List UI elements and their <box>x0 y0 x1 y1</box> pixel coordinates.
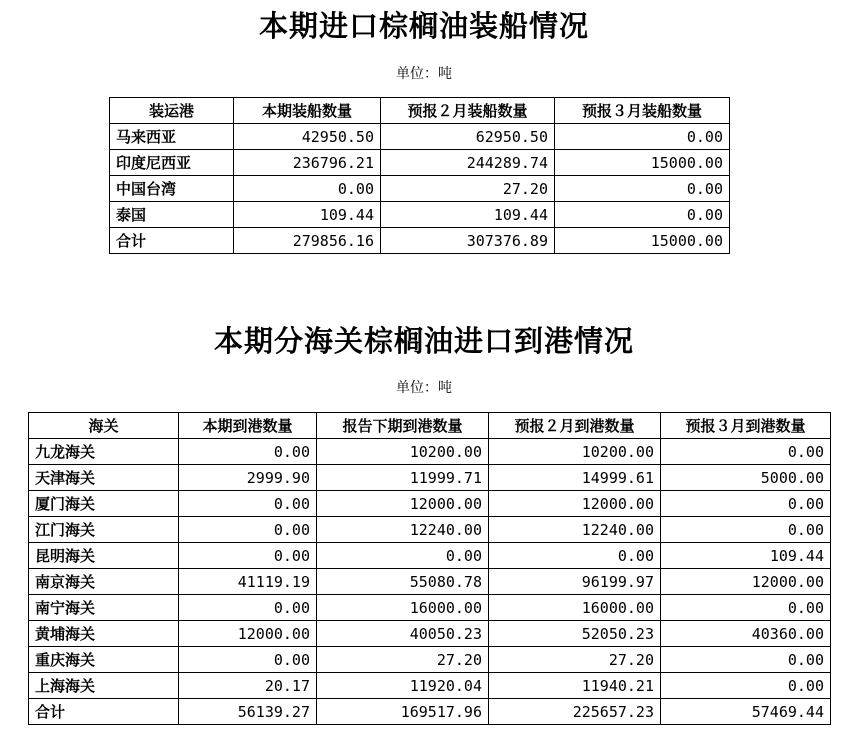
value-cell: 27.20 <box>381 176 555 202</box>
value-cell: 10200.00 <box>489 439 661 465</box>
column-header: 报告下期到港数量 <box>317 413 489 439</box>
column-header: 本期到港数量 <box>179 413 317 439</box>
column-header: 预报２月到港数量 <box>489 413 661 439</box>
table-row <box>29 491 831 517</box>
column-header: 预报３月装船数量 <box>555 98 730 124</box>
table-row <box>29 439 831 465</box>
value-cell: 0.00 <box>661 517 831 543</box>
table-row <box>29 621 831 647</box>
value-cell: 0.00 <box>179 543 317 569</box>
value-cell: 55080.78 <box>317 569 489 595</box>
value-cell: 11920.04 <box>317 673 489 699</box>
value-cell: 0.00 <box>317 543 489 569</box>
value-cell: 12000.00 <box>661 569 831 595</box>
row-label-cell: 南宁海关 <box>29 595 179 621</box>
value-cell: 27.20 <box>317 647 489 673</box>
value-cell: 236796.21 <box>234 150 381 176</box>
column-header: 装运港 <box>110 98 234 124</box>
value-cell: 40360.00 <box>661 621 831 647</box>
value-cell: 11999.71 <box>317 465 489 491</box>
value-cell: 15000.00 <box>555 150 730 176</box>
value-cell: 0.00 <box>555 176 730 202</box>
table-header-row <box>29 413 831 439</box>
column-header: 本期装船数量 <box>234 98 381 124</box>
column-header: 海关 <box>29 413 179 439</box>
value-cell: 0.00 <box>555 124 730 150</box>
row-label-cell: 印度尼西亚 <box>110 150 234 176</box>
shipment-table <box>109 97 730 254</box>
value-cell: 307376.89 <box>381 228 555 254</box>
value-cell: 20.17 <box>179 673 317 699</box>
arrival-title: 本期分海关棕榈油进口到港情况 <box>213 324 634 358</box>
value-cell: 0.00 <box>179 491 317 517</box>
value-cell: 0.00 <box>179 439 317 465</box>
row-label-cell: 合计 <box>110 228 234 254</box>
value-cell: 16000.00 <box>317 595 489 621</box>
value-cell: 0.00 <box>555 202 730 228</box>
row-label-cell: 上海海关 <box>29 673 179 699</box>
value-cell: 0.00 <box>179 595 317 621</box>
value-cell: 0.00 <box>179 517 317 543</box>
row-label-cell: 厦门海关 <box>29 491 179 517</box>
value-cell: 42950.50 <box>234 124 381 150</box>
value-cell: 62950.50 <box>381 124 555 150</box>
value-cell: 0.00 <box>661 595 831 621</box>
arrival-unit-label: 单位：吨 <box>396 380 452 396</box>
value-cell: 56139.27 <box>179 699 317 725</box>
value-cell: 57469.44 <box>661 699 831 725</box>
value-cell: 14999.61 <box>489 465 661 491</box>
table-row <box>29 569 831 595</box>
row-label-cell: 昆明海关 <box>29 543 179 569</box>
value-cell: 15000.00 <box>555 228 730 254</box>
value-cell: 27.20 <box>489 647 661 673</box>
value-cell: 41119.19 <box>179 569 317 595</box>
table-row <box>110 176 730 202</box>
row-label-cell: 天津海关 <box>29 465 179 491</box>
value-cell: 0.00 <box>661 673 831 699</box>
value-cell: 12000.00 <box>179 621 317 647</box>
column-header: 预报２月装船数量 <box>381 98 555 124</box>
table-row <box>110 150 730 176</box>
value-cell: 109.44 <box>661 543 831 569</box>
value-cell: 109.44 <box>381 202 555 228</box>
value-cell: 96199.97 <box>489 569 661 595</box>
row-label-cell: 马来西亚 <box>110 124 234 150</box>
row-label-cell: 重庆海关 <box>29 647 179 673</box>
table-header-row <box>110 98 730 124</box>
value-cell: 244289.74 <box>381 150 555 176</box>
value-cell: 0.00 <box>179 647 317 673</box>
table-row <box>29 543 831 569</box>
value-cell: 12240.00 <box>489 517 661 543</box>
arrival-table <box>28 412 831 725</box>
value-cell: 12000.00 <box>489 491 661 517</box>
table-row <box>110 124 730 150</box>
table-row <box>29 517 831 543</box>
value-cell: 52050.23 <box>489 621 661 647</box>
column-header: 预报３月到港数量 <box>661 413 831 439</box>
value-cell: 40050.23 <box>317 621 489 647</box>
shipment-title: 本期进口棕榈油装船情况 <box>258 9 589 43</box>
value-cell: 12000.00 <box>317 491 489 517</box>
table-row <box>29 673 831 699</box>
row-label-cell: 九龙海关 <box>29 439 179 465</box>
table-row <box>110 228 730 254</box>
row-label-cell: 江门海关 <box>29 517 179 543</box>
row-label-cell: 合计 <box>29 699 179 725</box>
row-label-cell: 中国台湾 <box>110 176 234 202</box>
value-cell: 279856.16 <box>234 228 381 254</box>
table-row <box>29 595 831 621</box>
table-row <box>29 699 831 725</box>
value-cell: 109.44 <box>234 202 381 228</box>
value-cell: 225657.23 <box>489 699 661 725</box>
value-cell: 0.00 <box>661 491 831 517</box>
row-label-cell: 泰国 <box>110 202 234 228</box>
value-cell: 0.00 <box>661 439 831 465</box>
table-row <box>29 647 831 673</box>
value-cell: 12240.00 <box>317 517 489 543</box>
table-row <box>29 465 831 491</box>
value-cell: 169517.96 <box>317 699 489 725</box>
value-cell: 0.00 <box>234 176 381 202</box>
table-row <box>110 202 730 228</box>
value-cell: 10200.00 <box>317 439 489 465</box>
row-label-cell: 黄埔海关 <box>29 621 179 647</box>
value-cell: 11940.21 <box>489 673 661 699</box>
value-cell: 0.00 <box>661 647 831 673</box>
row-label-cell: 南京海关 <box>29 569 179 595</box>
value-cell: 2999.90 <box>179 465 317 491</box>
shipment-unit-label: 单位：吨 <box>396 66 452 82</box>
value-cell: 0.00 <box>489 543 661 569</box>
value-cell: 16000.00 <box>489 595 661 621</box>
value-cell: 5000.00 <box>661 465 831 491</box>
